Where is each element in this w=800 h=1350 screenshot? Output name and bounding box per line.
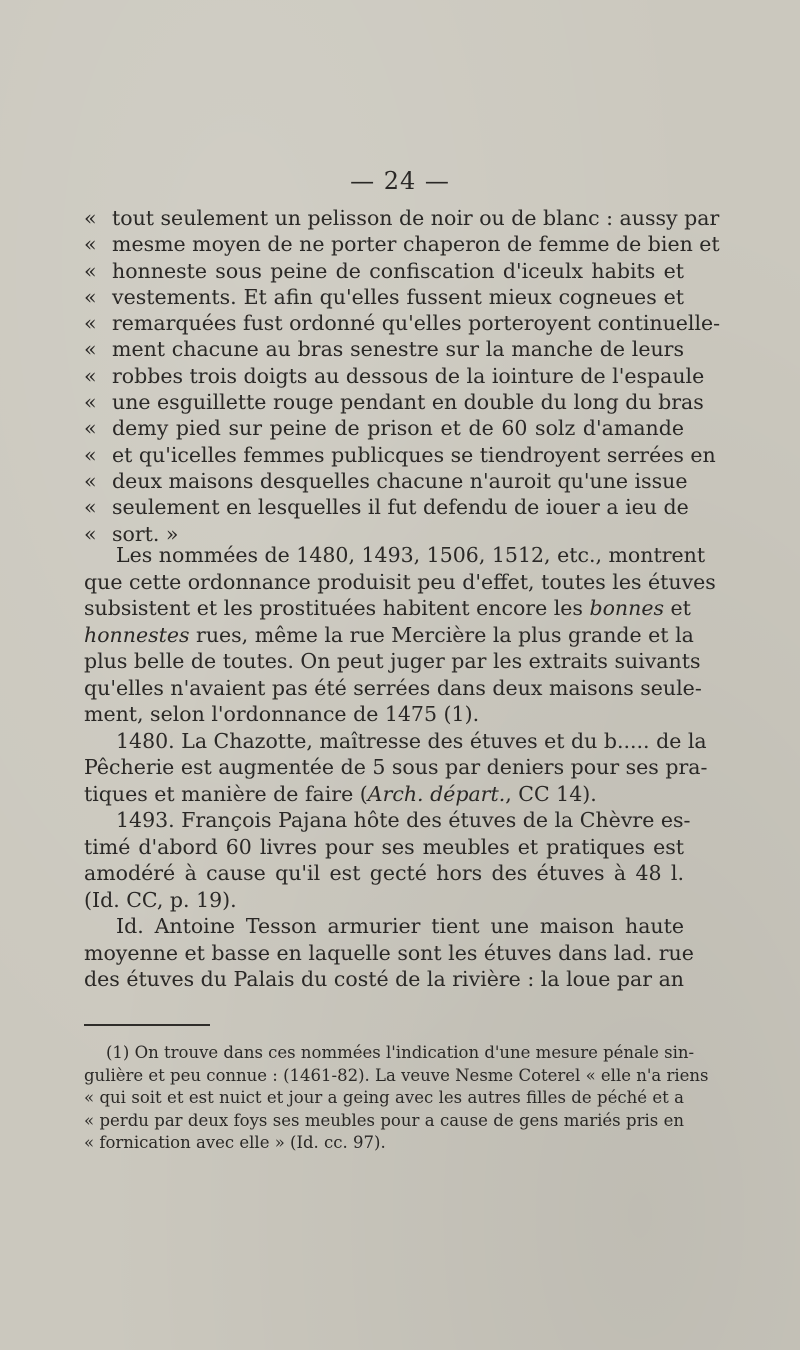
quote-line <box>84 442 716 468</box>
text-line: plus belle de toutes. On peut juger par les extraits suivants <box>84 649 701 673</box>
text-line: que cette ordonnance produisit peu d'effet, toutes les étuves <box>84 569 716 594</box>
text-line <box>84 622 694 649</box>
text-line: 1480. La Chazotte, maîtresse des étuves et du b..... de la <box>116 728 707 753</box>
paragraph-1480 <box>84 728 708 808</box>
text-run: rues, même la rue Mercière la plus grande et la <box>189 622 694 647</box>
text-run: , CC 14). <box>505 781 597 806</box>
quote-line <box>84 415 684 441</box>
quote-mark: « <box>84 363 97 388</box>
footnote-line: (1) On trouve dans ces nommées l'indication d'une mesure pénale sin- <box>106 1043 695 1062</box>
quote-line <box>84 310 721 336</box>
quote-text: honneste sous peine de confiscation d'iceulx habits et <box>112 258 684 283</box>
quote-line <box>84 363 705 389</box>
text-run: subsistent et les prostituées habitent encore les <box>84 596 590 620</box>
text-run: et <box>664 596 691 620</box>
footnote-line: gulière et peu connue : (1461-82). La veuve Nesme Coterel « elle n'a riens <box>84 1065 709 1085</box>
quote-text: vestements. Et afin qu'elles fussent mieux cogneues et <box>112 284 684 309</box>
quote-mark: « <box>84 442 97 467</box>
quote-text: tout seulement un pelisson de noir ou de blanc : aussy par <box>112 206 720 230</box>
quote-line <box>84 205 720 231</box>
footnote-line: « perdu par deux foys ses meubles pour a cause de gens mariés pris en <box>84 1110 684 1130</box>
quote-text: ment chacune au bras senestre sur la manche de leurs <box>112 337 684 362</box>
text-line: qu'elles n'avaient pas été serrées dans deux maisons seule- <box>84 675 702 700</box>
text-line <box>84 595 691 622</box>
quote-mark: « <box>84 284 97 309</box>
footnote <box>84 1042 709 1155</box>
text-line: timé d'abord 60 livres pour ses meubles et pratiques est <box>84 834 684 859</box>
quote-line <box>84 231 720 257</box>
text-line: Id. Antoine Tesson armurier tient une maison haute <box>116 914 684 938</box>
text-line: (Id. CC, p. 19). <box>84 887 237 912</box>
text-line: des étuves du Palais du costé de la rivière : la loue par an <box>84 967 684 991</box>
footnote-line: « fornication avec elle » (Id. cc. 97). <box>84 1133 386 1152</box>
quote-text: et qu'icelles femmes publicques se tiendroyent serrées en <box>112 442 716 467</box>
quoted-ordinance <box>84 205 721 547</box>
quote-text: sort. » <box>112 521 179 546</box>
quote-line <box>84 258 684 284</box>
footnote-rule <box>84 1024 210 1026</box>
quote-mark: « <box>84 390 97 415</box>
body-text <box>84 542 716 993</box>
italic-text: honnestes <box>84 622 190 647</box>
text-line: ment, selon l'ordonnance de 1475 (1). <box>84 702 480 726</box>
quote-line <box>84 336 684 362</box>
quote-text: deux maisons desquelles chacune n'auroit qu'une issue <box>112 468 688 493</box>
quote-mark: « <box>84 337 97 362</box>
quote-mark: « <box>84 468 97 493</box>
quote-line <box>84 284 684 310</box>
text-line: Pêcherie est augmentée de 5 sous par deniers pour ses pra- <box>84 755 708 779</box>
quote-line <box>84 494 689 520</box>
quote-text: mesme moyen de ne porter chaperon de femme de bien et <box>112 232 720 257</box>
paragraph-nommees <box>84 542 716 728</box>
quote-text: remarquées fust ordonné qu'elles porteroyent continuelle- <box>112 311 721 336</box>
quote-mark: « <box>84 206 97 230</box>
text-line: moyenne et basse en laquelle sont les étuves dans lad. rue <box>84 940 694 965</box>
quote-mark: « <box>84 258 97 283</box>
text-line: Les nommées de 1480, 1493, 1506, 1512, etc., montrent <box>116 543 706 567</box>
text-line: amodéré à cause qu'il est gecté hors des étuves à 48 l. <box>84 861 684 885</box>
quote-mark: « <box>84 311 97 336</box>
quote-mark: « <box>84 232 97 257</box>
quote-text: robbes trois doigts au dessous de la iointure de l'espaule <box>112 363 705 388</box>
quote-text: demy pied sur peine de prison et de 60 solz d'amande <box>112 416 684 441</box>
italic-text: Arch. départ. <box>367 781 506 806</box>
italic-text: bonnes <box>589 596 664 620</box>
footnote-line: « qui soit et est nuict et jour a geing avec les autres filles de péché et a <box>84 1088 684 1107</box>
quote-mark: « <box>84 495 97 520</box>
page-number: — 24 — <box>350 167 450 195</box>
quote-mark: « <box>84 416 97 441</box>
paragraph-1493 <box>84 807 691 913</box>
quote-text: seulement en lesquelles il fut defendu de iouer a ieu de <box>112 495 689 520</box>
paragraph-tesson <box>84 913 694 993</box>
quote-line <box>84 389 704 415</box>
quote-mark: « <box>84 521 97 546</box>
text-line: 1493. François Pajana hôte des étuves de la Chèvre es- <box>116 808 691 832</box>
quote-text: une esguillette rouge pendant en double du long du bras <box>112 390 704 415</box>
text-line <box>84 781 684 808</box>
quote-line <box>84 468 688 494</box>
text-run: tiques et manière de faire ( <box>84 781 368 806</box>
